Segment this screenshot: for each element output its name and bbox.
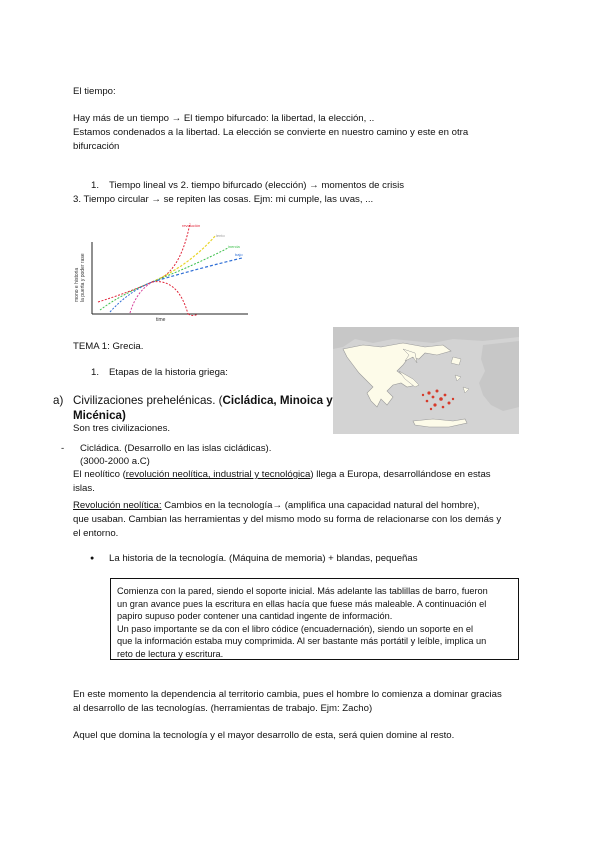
technology-note-box <box>110 578 519 660</box>
revolution-text: Cambios en la tecnología→ (amplifica una capacidad natural del hombre), <box>161 500 480 511</box>
revolution-line-3: el entorno. <box>73 528 119 539</box>
time-list-number-1: 1. <box>91 180 100 191</box>
box-line-6: reto de lectura y escritura. <box>117 648 224 659</box>
bullet-dot: ● <box>90 555 95 562</box>
section-a-heading-line-2 <box>73 408 126 423</box>
intro-line-3: bifurcación <box>73 141 120 152</box>
neolithic-prefix: El neolítico ( <box>73 469 126 480</box>
curve-label-3: inercia <box>228 244 240 249</box>
y-axis-label-1: mono e historia <box>74 267 80 302</box>
cyclades-island <box>442 406 445 409</box>
yellow-curve <box>152 235 216 282</box>
cyclades-island <box>422 394 424 396</box>
cyclades-island <box>430 408 432 410</box>
blue-curve <box>152 258 242 282</box>
cyclades-island <box>426 400 429 403</box>
cyclades-island <box>427 391 430 394</box>
greece-map <box>333 327 519 434</box>
crisis-curve-up <box>152 223 190 282</box>
intro-line-1: Hay más de un tiempo → El tiempo bifurcado: la libertad, la elección, .. <box>73 113 375 124</box>
ciclad-dates: (3000-2000 a.C) <box>80 456 150 467</box>
cyclades-island <box>444 394 447 397</box>
box-line-1: Comienza con la pared, siendo el soporte inicial. Más adelante las tablillas de barro, fueron <box>117 586 488 596</box>
closing-line-3: Aquel que domina la tecnología y el mayor desarrollo de esta, será quien domine al resto. <box>73 730 455 741</box>
neolithic-line-2: islas. <box>73 483 95 494</box>
neolithic-line-1 <box>73 469 491 482</box>
neolithic-link[interactable]: revolución neolítica, industrial y tecnológica <box>125 469 311 480</box>
blue-start-curve <box>110 282 152 312</box>
closing-line-2: al desarrollo de las tecnologías. (herramientas de trabajo. Ejm: Zacho) <box>73 703 373 714</box>
x-axis-label: time <box>156 317 166 323</box>
revolution-line-1 <box>73 500 479 513</box>
neolithic-suffix: ) llega a Europa, desarrollándose en estas <box>310 469 491 480</box>
section-a-heading-plain: Civilizaciones prehelénicas. ( <box>73 394 223 407</box>
green-start-curve <box>100 282 152 310</box>
curve-label-2: lento <box>216 233 225 238</box>
time-list-item-1: Tiempo lineal vs 2. tiempo bifurcado (elección) → momentos de crisis <box>109 180 405 191</box>
section-a-marker: a) <box>53 394 64 407</box>
revolution-label: Revolución neolítica: <box>73 500 162 511</box>
bullet-text: La historia de la tecnología. (Máquina de memoria) + blandas, pequeñas <box>109 553 418 564</box>
section-a-heading-line-1 <box>73 393 333 408</box>
ciclad-title: Cicládica. (Desarrollo en las islas cicládicas). <box>80 443 272 454</box>
section-a-heading-bold-1: Cicládica, Minoica y <box>222 394 333 407</box>
box-line-3: papiro supuso poder contener una cantidad ingente de información. <box>117 611 393 621</box>
cyclades-island <box>432 396 435 399</box>
revolution-line-2: que usaban. Cambian las herramientas y del mismo modo su forma de relacionarse con los demás y <box>73 514 502 525</box>
tema-list-item: Etapas de la historia griega: <box>109 367 228 378</box>
closing-line-1: En este momento la dependencia al territorio cambia, pues el hombre lo comienza a dominar gracias <box>73 689 502 700</box>
green-curve <box>152 248 228 282</box>
box-line-2: un gran avance pues la escritura en ellas hacía que fuese más maleable. A continuación el <box>117 598 487 609</box>
time-list-item-3: 3. Tiempo circular → se repiten las cosas. Ejm: mi cumple, las uvas, ... <box>73 194 374 205</box>
cyclades-island <box>433 403 436 406</box>
cyclades-island <box>439 397 443 401</box>
box-line-4: Un paso importante se da con el libro códice (encuadernación), siendo un soporte en el <box>117 623 473 634</box>
crisis-curve-down <box>152 282 188 314</box>
cyclades-island <box>452 398 454 400</box>
curve-label-1: revolución <box>182 223 201 228</box>
intro-line-2: Estamos condenados a la libertad. La elección se convierte en nuestro camino y este en otra <box>73 127 469 138</box>
time-branches-figure <box>70 220 250 325</box>
ciclad-dash: - <box>61 443 65 454</box>
cyclades-island <box>436 390 439 393</box>
box-line-5: que la información estaba muy comprimida. Al ser bastante más portátil y leíble, implica un <box>117 636 487 646</box>
section-a-subtitle: Son tres civilizaciones. <box>73 423 171 434</box>
page-title: El tiempo: <box>73 86 116 97</box>
cyclades-island <box>448 402 451 405</box>
section-a-heading-bold-2: Micénica) <box>73 409 126 422</box>
curve-label-4: bajo <box>235 252 243 257</box>
tema-list-number: 1. <box>91 367 100 378</box>
y-axis-label-2: la puerta y poder rase <box>80 253 86 302</box>
tema-heading: TEMA 1: Grecia. <box>73 341 144 352</box>
